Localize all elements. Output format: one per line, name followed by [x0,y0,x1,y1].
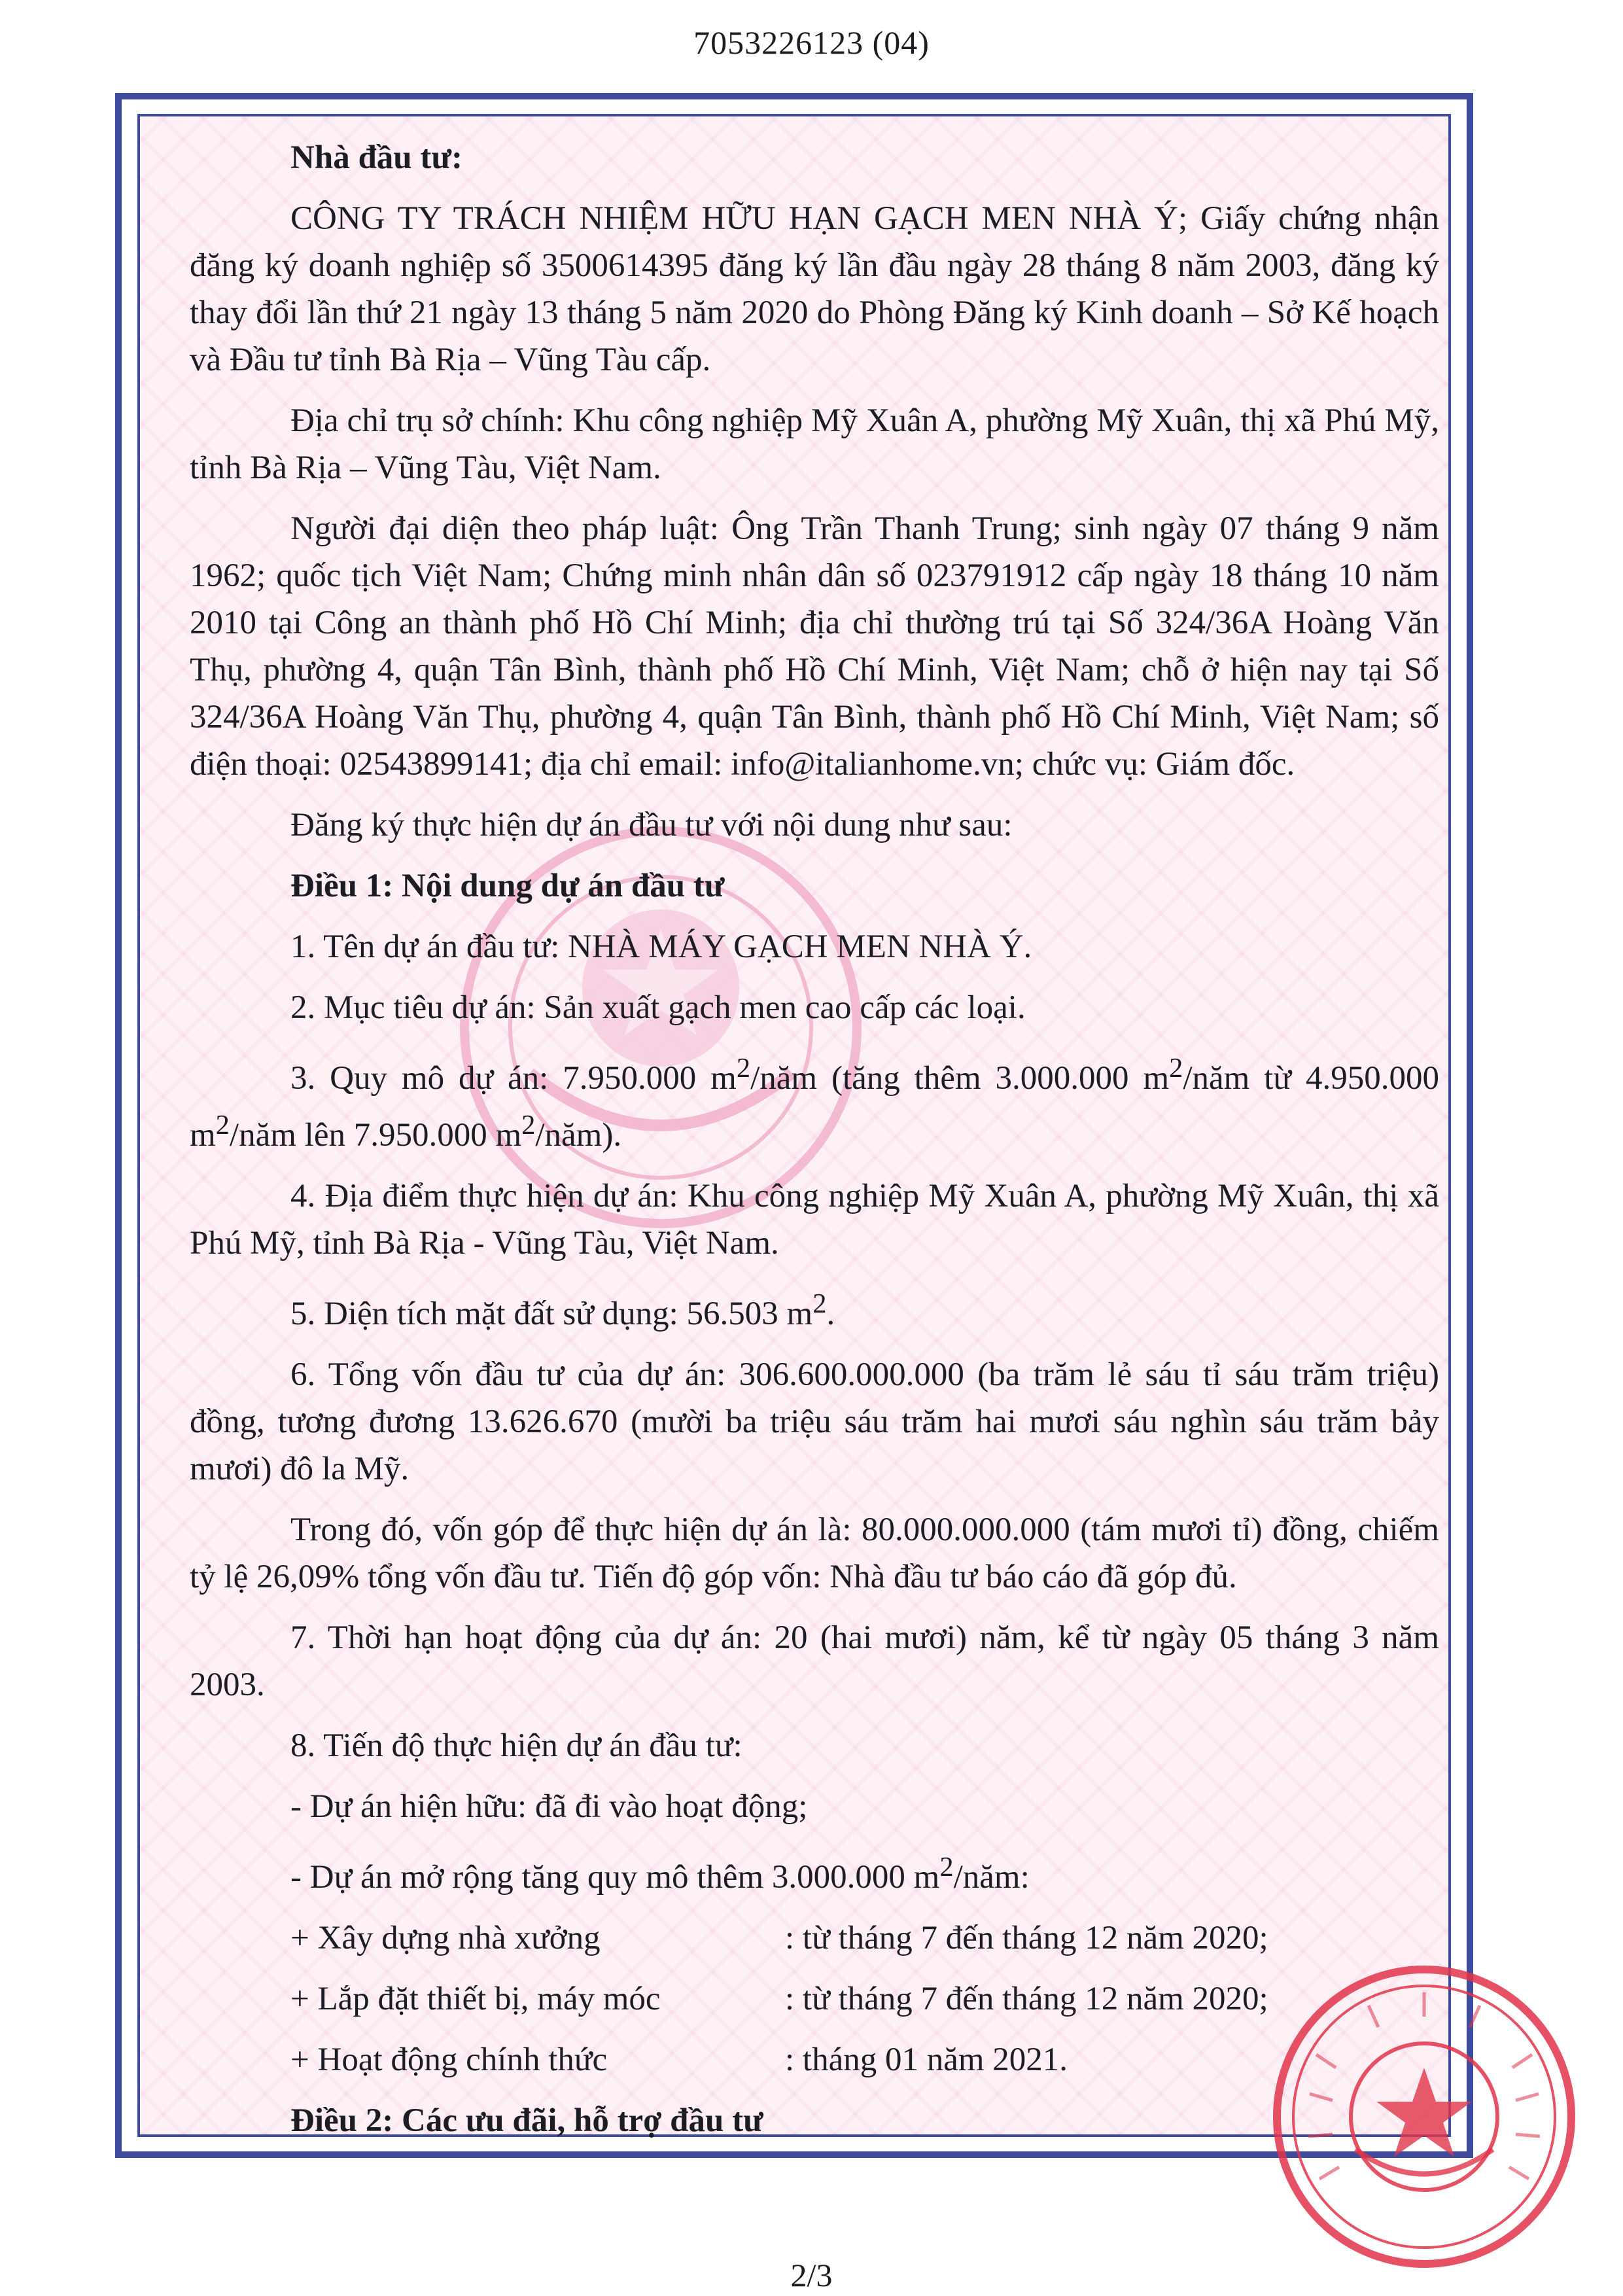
document-number: 7053226123 (04) [693,24,930,61]
item-3-text: /năm). [535,1117,622,1154]
register-intro: Đăng ký thực hiện dự án đầu tư với nội dung như sau: [290,807,1013,843]
schedule-label: + Hoạt động chính thức [290,2041,608,2078]
item-3-text: /năm lên 7.950.000 m [229,1117,522,1154]
item-8-expansion [190,1844,1439,1901]
item-7-duration: 7. Thời hạn hoạt động của dự án: 20 (hai mươi) năm, kể từ ngày 05 tháng 3 năm 2003. [190,1619,1439,1703]
item-3-text: /năm (tăng thêm 3.000.000 m [750,1060,1170,1097]
schedule-label: + Lắp đặt thiết bị, máy móc [290,1981,661,2017]
superscript: 2 [939,1852,954,1882]
legal-representative: Người đại diện theo pháp luật: Ông Trần Thanh Trung; sinh ngày 07 tháng 9 năm 1962; quốc tịch Việt Nam; Chứng minh nhân dân số 023791912 cấp ngày 18 tháng 10 năm 2010 tại Công an thành phố Hồ Chí Minh; địa chỉ thường trú tại Số 324/36A Hoàng Văn Thụ, phường 4, quận Tân Bình, thành phố Hồ Chí Minh, Việt Nam; chỗ ở hiện nay tại Số 324/36A Hoàng Văn Thụ, phường 4, quận Tân Bình, thành phố Hồ Chí Minh, Việt Nam; số điện thoại: 02543899141; địa chỉ email: info@italianhome.vn; chức vụ: Giám đốc. [190,510,1439,783]
item-2-objective: 2. Mục tiêu dự án: Sản xuất gạch men cao cấp các loại. [290,989,1026,1026]
item-8-existing: - Dự án hiện hữu: đã đi vào hoạt động; [290,1788,808,1825]
item-8-expansion-text: - Dự án mở rộng tăng quy mô thêm 3.000.000 m [290,1859,940,1896]
schedule-label: + Xây dựng nhà xưởng [290,1920,601,1956]
item-5-land-area [190,1280,1439,1337]
schedule-value: : từ tháng 7 đến tháng 12 năm 2020; [785,1920,1268,1956]
item-6-contributed-capital: Trong đó, vốn góp để thực hiện dự án là: 80.000.000.000 (tám mươi tỉ) đồng, chiếm tỷ lệ 26,09% tổng vốn đầu tư. Tiến độ góp vốn: Nhà đầu tư báo cáo đã góp đủ. [190,1511,1439,1595]
company-address: Địa chỉ trụ sở chính: Khu công nghiệp Mỹ Xuân A, phường Mỹ Xuân, thị xã Phú Mỹ, tỉnh Bà Rịa – Vũng Tàu, Việt Nam. [190,402,1439,486]
superscript: 2 [1169,1053,1183,1084]
document-body [190,134,1439,2158]
item-8-expansion-text: /năm: [953,1859,1030,1896]
superscript: 2 [215,1110,230,1140]
item-8-schedule-heading: 8. Tiến độ thực hiện dự án đầu tư: [290,1727,742,1764]
superscript: 2 [812,1288,827,1319]
schedule-row [190,2036,1439,2083]
schedule-row [190,1975,1439,2022]
superscript: 2 [521,1110,536,1140]
item-5-text: 5. Diện tích mặt đất sử dụng: 56.503 m [290,1296,813,1332]
item-5-text: . [826,1296,835,1332]
page-number: 2/3 [790,2257,833,2293]
item-1-project-name: 1. Tên dự án đầu tư: NHÀ MÁY GẠCH MEN NHÀ Ý. [290,928,1032,965]
investor-heading: Nhà đầu tư: [290,139,462,176]
item-4-location: 4. Địa điểm thực hiện dự án: Khu công nghiệp Mỹ Xuân A, phường Mỹ Xuân, thị xã Phú Mỹ, tỉnh Bà Rịa - Vũng Tàu, Việt Nam. [190,1178,1439,1262]
superscript: 2 [736,1053,751,1084]
item-3-text: 3. Quy mô dự án: 7.950.000 m [290,1060,737,1097]
schedule-value: : tháng 01 năm 2021. [785,2041,1068,2078]
official-red-seal-icon [1270,1963,1578,2270]
item-3-scale [190,1045,1439,1159]
schedule-value: : từ tháng 7 đến tháng 12 năm 2020; [785,1981,1268,2017]
article-2-heading: Điều 2: Các ưu đãi, hỗ trợ đầu tư [290,2102,763,2139]
article-1-heading: Điều 1: Nội dung dự án đầu tư [290,868,725,904]
schedule-row [190,1915,1439,1962]
item-6-total-capital: 6. Tổng vốn đầu tư của dự án: 306.600.000.000 (ba trăm lẻ sáu tỉ sáu trăm triệu) đồng, tương đương 13.626.670 (mười ba triệu sáu trăm hai mươi sáu nghìn sáu trăm bảy mươi) đô la Mỹ. [190,1356,1439,1487]
item-3-text: /năm từ 4.950.000 m [190,1060,1439,1154]
company-info: CÔNG TY TRÁCH NHIỆM HỮU HẠN GẠCH MEN NHÀ Ý; Giấy chứng nhận đăng ký doanh nghiệp số 3500614395 đăng ký lần đầu ngày 28 tháng 8 năm 2003, đăng ký thay đổi lần thứ 21 ngày 13 tháng 5 năm 2020 do Phòng Đăng ký Kinh doanh – Sở Kế hoạch và Đầu tư tỉnh Bà Rịa – Vũng Tàu cấp. [190,200,1439,378]
